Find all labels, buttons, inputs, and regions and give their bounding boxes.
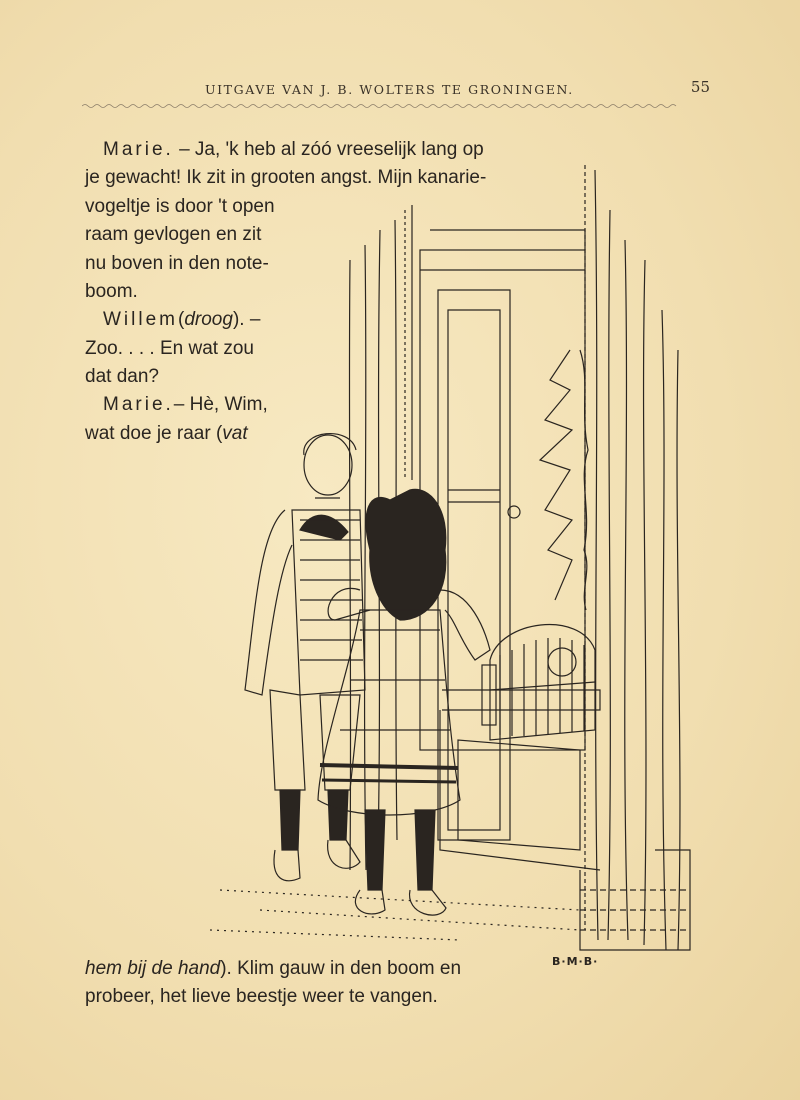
dialogue-line: raam gevlogen en zit: [85, 224, 262, 245]
window: [420, 230, 600, 870]
right-curtain: [580, 165, 690, 950]
dialogue-text: ). –: [232, 309, 261, 330]
dialogue-text: – Hè, Wim,: [173, 394, 268, 415]
dialogue-line: boom.: [85, 281, 138, 302]
dialogue-line: vogeltje is door 't open: [85, 196, 275, 217]
header-title: UITGAVE VAN J. B. WOLTERS TE GRONINGEN.: [205, 82, 574, 97]
header-rule: [82, 102, 712, 110]
dialogue-text: wat doe je raar (: [85, 423, 223, 444]
floor-shading: [210, 890, 580, 940]
stage-direction: vat: [222, 423, 248, 444]
dialogue-line: probeer, het lieve beestje weer te vangen.: [85, 986, 438, 1007]
bird-cage: [482, 625, 595, 740]
illustration: [200, 150, 720, 970]
dialogue-line: Zoo. . . . En wat zou: [85, 338, 254, 359]
girl-figure: [318, 489, 490, 915]
plant: [540, 350, 588, 610]
dialogue-line: Willem(droog). –: [103, 309, 261, 330]
speaker-name: Marie.: [103, 394, 174, 415]
speaker-name: Marie.: [103, 139, 174, 160]
stage-direction: hem bij de hand: [85, 958, 221, 979]
dialogue-text: ). Klim gauw in den boom en: [220, 958, 462, 979]
dialogue-line: nu boven in den note-: [85, 253, 269, 274]
running-header: [90, 78, 710, 102]
dialogue-line: je gewacht! Ik zit in grooten angst. Mijn kanarie-: [85, 167, 487, 188]
dialogue-line: dat dan?: [85, 366, 159, 387]
page-number: 55: [690, 78, 710, 96]
dialogue-text: – Ja, 'k heb al zóó vreeselijk lang op: [179, 139, 484, 160]
boy-figure: [245, 434, 365, 881]
stage-direction: droog: [184, 309, 233, 330]
artist-signature: B·M·B·: [552, 955, 599, 968]
speaker-name: Willem: [103, 309, 178, 330]
